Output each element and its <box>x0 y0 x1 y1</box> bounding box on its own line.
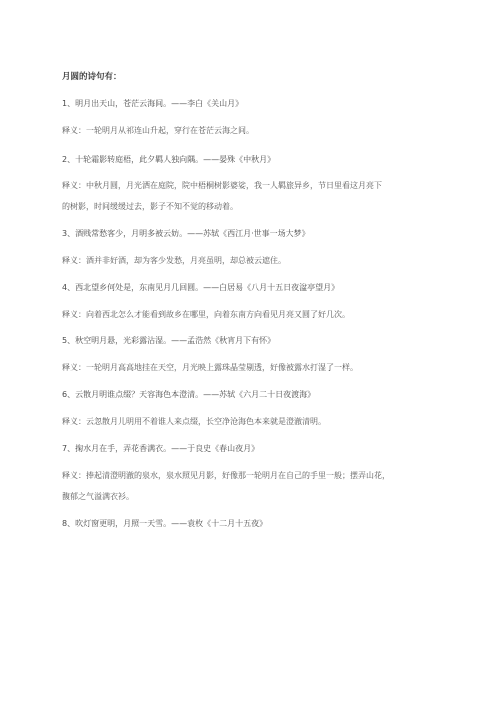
explanation-line-5: 释义：一轮明月高高地挂在天空，月光映上露珠晶莹剔透，好像被露水打湿了一样。 <box>62 363 358 372</box>
explanation-line-7a: 释义：捧起清澄明澈的泉水，泉水照见月影，好像那一轮明月在自己的手里一般；摆弄山花， <box>62 471 390 480</box>
explanation-line-2b: 的树影，时间缓缓过去，影子不知不觉的移动着。 <box>62 202 238 211</box>
poem-line-6: 6、云散月明谁点缀？天容海色本澄清。——苏轼《六月二十日夜渡海》 <box>62 390 316 399</box>
document-heading: 月圆的诗句有： <box>62 72 122 82</box>
explanation-line-4: 释义：向着西北怎么才能看到故乡在哪里，向着东南方向看见月亮又圆了好几次。 <box>62 310 350 319</box>
poem-line-2: 2、十轮霜影转庭梧，此夕羁人独向隅。——晏殊《中秋月》 <box>62 155 276 164</box>
poem-line-3: 3、酒贱常愁客少，月明多被云妨。——苏轼《西江月·世事一场大梦》 <box>62 229 310 238</box>
explanation-line-3: 释义：酒并非好酒，却为客少发愁，月亮虽明，却总被云遮住。 <box>62 256 286 265</box>
poem-line-1: 1、明月出天山，苍茫云海间。——李白《关山月》 <box>62 99 244 108</box>
poem-line-7: 7、掬水月在手，弄花香满衣。——于良史《春山夜月》 <box>62 444 260 453</box>
poem-line-8: 8、吹灯窗更明，月照一天雪。——袁枚《十二月十五夜》 <box>62 519 268 528</box>
poem-line-5: 5、秋空明月悬，光彩露沾湿。——孟浩然《秋宵月下有怀》 <box>62 336 276 345</box>
explanation-line-1: 释义：一轮明月从祁连山升起，穿行在苍茫云海之间。 <box>62 126 254 135</box>
poem-line-4: 4、西北望乡何处是，东南见月几回圆。——白居易《八月十五日夜湓亭望月》 <box>62 283 340 292</box>
explanation-line-6: 释义：云忽散月儿明用不着谁人来点缀，长空净沧海色本来就是澄澈清明。 <box>62 417 326 426</box>
explanation-line-2a: 释义：中秋月圆，月光洒在庭院，院中梧桐树影婆娑，我一人羁旅异乡，节日里看这月亮下 <box>62 181 382 190</box>
explanation-line-7b: 馥郁之气溢满衣衫。 <box>62 492 134 501</box>
